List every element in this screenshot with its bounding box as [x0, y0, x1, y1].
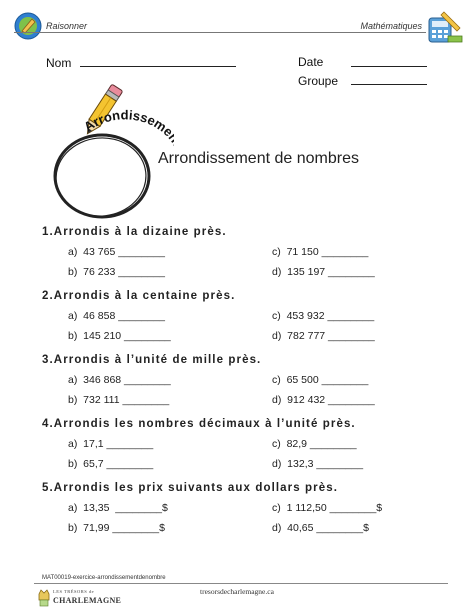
name-label: Nom [46, 56, 72, 70]
subject-badge-icon [14, 12, 42, 40]
header-left-label: Raisonner [46, 21, 88, 31]
question-heading: 5.Arrondis les prix suivants aux dollars près. [42, 482, 339, 494]
charlemagne-logo [38, 586, 148, 610]
page-title: Arrondissement de nombres [158, 150, 359, 167]
answer-item[interactable]: a) 13,35 ________$ [68, 502, 168, 514]
answer-item[interactable]: c) 453 932 ________ [272, 310, 375, 322]
crown-icon [38, 588, 50, 608]
name-field-line[interactable] [80, 66, 236, 67]
answer-item[interactable]: c) 82,9 ________ [272, 438, 357, 450]
group-field-line[interactable] [351, 84, 427, 85]
answer-item[interactable]: a) 17,1 ________ [68, 438, 154, 450]
footer-site: tresorsdecharlemagne.ca [200, 587, 274, 596]
answer-item[interactable]: a) 46 858 ________ [68, 310, 165, 322]
answer-item[interactable]: a) 43 765 ________ [68, 246, 165, 258]
answer-item[interactable]: d) 912 432 ________ [272, 394, 375, 406]
question-heading: 3.Arrondis à l’unité de mille près. [42, 354, 262, 366]
badge-text: Arrondissem [81, 107, 170, 135]
date-label: Date [298, 55, 324, 69]
answer-item[interactable]: b) 65,7 ________ [68, 458, 154, 470]
logo-big-text: CHARLEMAGNE [53, 596, 122, 605]
footer-code: MAT00019-exercice-arrondissementdenombre [42, 575, 166, 581]
question-heading: 1.Arrondis à la dizaine près. [42, 226, 227, 238]
math-tools-icon [424, 8, 464, 48]
answer-item[interactable]: b) 732 111 ________ [68, 394, 170, 406]
footer-divider [34, 583, 448, 584]
answer-item[interactable]: b) 145 210 ________ [68, 330, 171, 342]
scribble-circle-icon [52, 134, 150, 220]
answer-item[interactable]: c) 65 500 ________ [272, 374, 369, 386]
question-heading: 4.Arrondis les nombres décimaux à l’unité près. [42, 418, 356, 430]
answer-item[interactable]: d) 40,65 ________$ [272, 522, 369, 534]
answer-item[interactable]: c) 1 112,50 ________$ [272, 502, 383, 514]
answer-item[interactable]: b) 76 233 ________ [68, 266, 165, 278]
header-right-label: Mathématiques [360, 21, 422, 31]
date-field-line[interactable] [351, 66, 427, 67]
pencil-badge-illustration [44, 80, 174, 220]
answer-item[interactable]: a) 346 868 ________ [68, 374, 171, 386]
answer-item[interactable]: c) 71 150 ________ [272, 246, 369, 258]
answer-item[interactable]: d) 132,3 ________ [272, 458, 364, 470]
logo-small-text: LES TRÉSORS de [53, 589, 95, 594]
answer-item[interactable]: d) 135 197 ________ [272, 266, 375, 278]
answer-item[interactable]: d) 782 777 ________ [272, 330, 375, 342]
header-divider [14, 32, 426, 33]
group-label: Groupe [298, 74, 339, 88]
question-heading: 2.Arrondis à la centaine près. [42, 290, 236, 302]
answer-item[interactable]: b) 71,99 ________$ [68, 522, 165, 534]
